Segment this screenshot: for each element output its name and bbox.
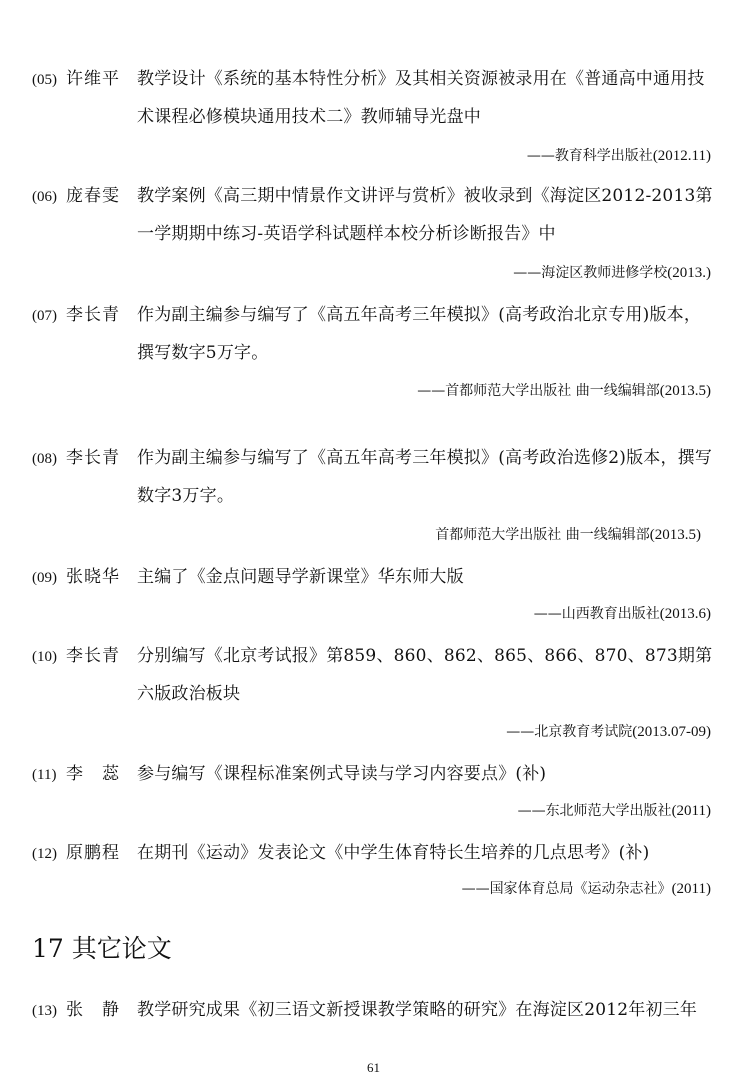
source-publisher: ——教育科学出版社: [526, 148, 653, 164]
source-publisher: ——北京教育考试院: [506, 724, 633, 740]
entry-number: (05): [32, 72, 57, 88]
entry-number: (07): [32, 308, 57, 324]
entry-text: 分别编写《北京考试报》第859、860、862、865、866、870、873期第六版政治板块: [137, 646, 713, 704]
source-date: (2012.11): [652, 148, 711, 164]
entry-author: 张晓华: [66, 567, 120, 587]
entry-number: (06): [32, 189, 57, 205]
entry-source: [527, 146, 711, 166]
section-heading: 17 其它论文: [32, 934, 172, 963]
entry-author: 原鹏程: [66, 843, 120, 863]
entry-number: (10): [32, 649, 57, 665]
entry-source: [518, 801, 711, 821]
source-publisher: ——首都师范大学出版社 曲一线编辑部: [417, 383, 660, 399]
entry-source: [534, 604, 711, 624]
entry-text: 主编了《金点问题导学新课堂》华东师大版: [137, 567, 464, 587]
entry-text: 参与编写《课程标准案例式导读与学习内容要点》(补): [137, 764, 547, 784]
source-date: (2013.6): [659, 606, 711, 622]
entry-number: (08): [32, 451, 57, 467]
entry-source: [513, 263, 711, 283]
entry-author: 李长青: [66, 646, 120, 666]
entry-author: 李长青: [66, 305, 120, 325]
entry-source: [435, 525, 701, 545]
entry-source: [462, 879, 711, 899]
source-date: (2011): [671, 881, 711, 897]
entry-source: [506, 722, 711, 742]
page-number: 61: [367, 1060, 380, 1075]
entry-text: 作为副主编参与编写了《高五年高考三年模拟》(高考政治北京专用)版本，撰写数字5万字。: [137, 305, 702, 363]
source-date: (2013.5): [659, 383, 711, 399]
entry-number: (11): [32, 767, 57, 783]
entry-number: (12): [32, 846, 57, 862]
source-publisher: ——东北师范大学出版社: [517, 803, 672, 819]
entry-author: 张 静: [66, 1000, 120, 1020]
source-publisher: ——海淀区教师进修学校: [513, 265, 668, 281]
entry-text: 教学案例《高三期中情景作文讲评与赏析》被收录到《海淀区2012-2013第一学期期中练习-英语学科试题样本校分析诊断报告》中: [137, 186, 713, 244]
entry-number: (13): [32, 1003, 57, 1019]
entry-text: 作为副主编参与编写了《高五年高考三年模拟》(高考政治选修2)版本，撰写数字3万字。: [137, 448, 713, 506]
entry-text: 教学研究成果《初三语文新授课教学策略的研究》在海淀区2012年初三年: [137, 1000, 698, 1020]
source-publisher: ——山西教育出版社: [533, 606, 660, 622]
source-date: (2011): [671, 803, 711, 819]
entry-text: 在期刊《运动》发表论文《中学生体育特长生培养的几点思考》(补): [137, 843, 650, 863]
entry-author: 许维平: [66, 69, 120, 89]
source-date: (2013.): [667, 265, 711, 281]
entry-author: 庞春雯: [66, 186, 120, 206]
entry-author: 李长青: [66, 448, 120, 468]
entry-author: 李 蕊: [66, 764, 120, 784]
source-publisher: 首都师范大学出版社 曲一线编辑部: [435, 527, 650, 543]
source-date: (2013.07-09): [632, 724, 711, 740]
source-publisher: ——国家体育总局《运动杂志社》: [461, 881, 672, 897]
entry-number: (09): [32, 570, 57, 586]
entry-text: 教学设计《系统的基本特性分析》及其相关资源被录用在《普通高中通用技术课程必修模块通用技术二》教师辅导光盘中: [137, 69, 705, 127]
source-date: (2013.5): [649, 527, 701, 543]
entry-source: [417, 381, 711, 401]
